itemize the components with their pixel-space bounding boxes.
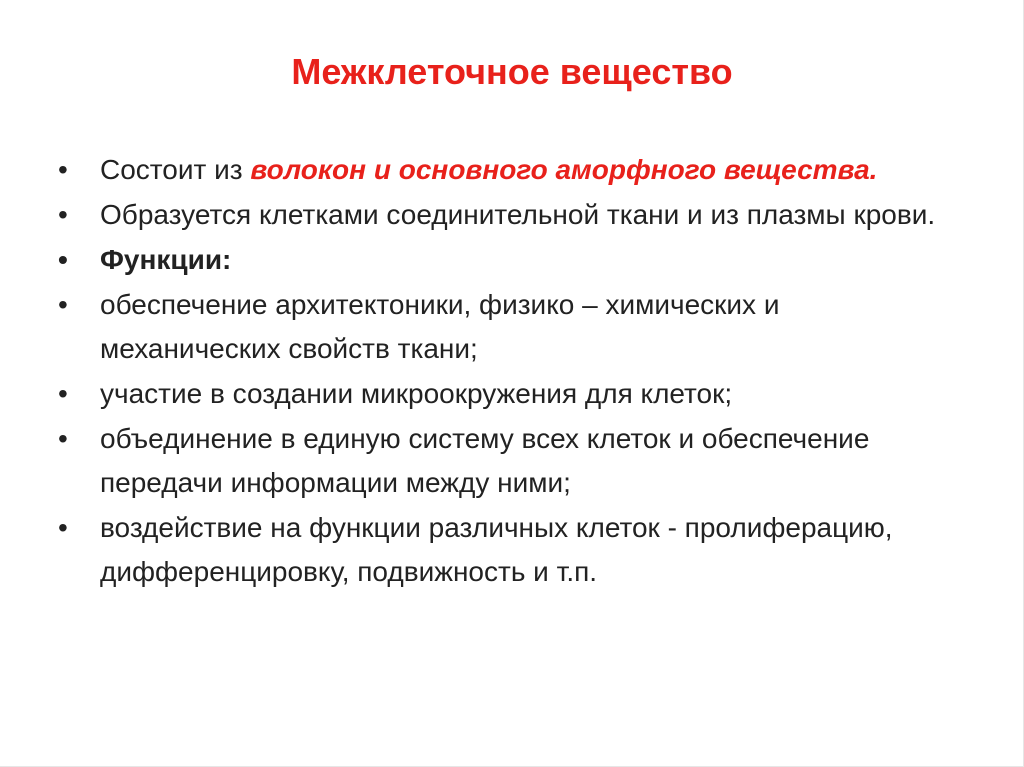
bullet-marker: • xyxy=(58,244,68,275)
bullet-item-origin xyxy=(58,193,958,237)
bullet-marker: • xyxy=(58,423,68,454)
bullet-text: Функции: xyxy=(100,244,232,275)
bullet-item-composition xyxy=(58,148,958,192)
bullet-marker: • xyxy=(58,512,68,543)
bullet-item-functions-heading xyxy=(58,238,958,282)
bullet-item-function-architectonics xyxy=(58,283,958,371)
bullet-item-function-regulation xyxy=(58,506,958,594)
bullet-text: объединение в единую систему всех клеток и обеспечение передачи информации между ними; xyxy=(100,423,870,498)
bullet-list xyxy=(58,148,958,595)
bullet-text: Образуется клетками соединительной ткани и из плазмы крови. xyxy=(100,199,936,230)
bullet-marker: • xyxy=(58,154,68,185)
bullet-text-suffix: . xyxy=(869,154,878,185)
bullet-text: обеспечение архитектоники, физико – химических и механических свойств ткани; xyxy=(100,289,780,364)
bullet-marker: • xyxy=(58,289,68,320)
slide-title: Межклеточное вещество xyxy=(291,51,733,92)
bullet-marker: • xyxy=(58,199,68,230)
bullet-item-function-microenvironment xyxy=(58,372,958,416)
bullet-text: участие в создании микроокружения для клеток; xyxy=(100,378,733,409)
bullet-marker: • xyxy=(58,378,68,409)
bullet-item-function-integration xyxy=(58,417,958,505)
bullet-text-emphasis: волокон и основного аморфного вещества xyxy=(250,154,870,185)
bullet-text-prefix: Состоит из xyxy=(100,154,251,185)
bullet-text: воздействие на функции различных клеток - пролиферацию, дифференцировку, подвижность и т.п. xyxy=(100,512,893,587)
